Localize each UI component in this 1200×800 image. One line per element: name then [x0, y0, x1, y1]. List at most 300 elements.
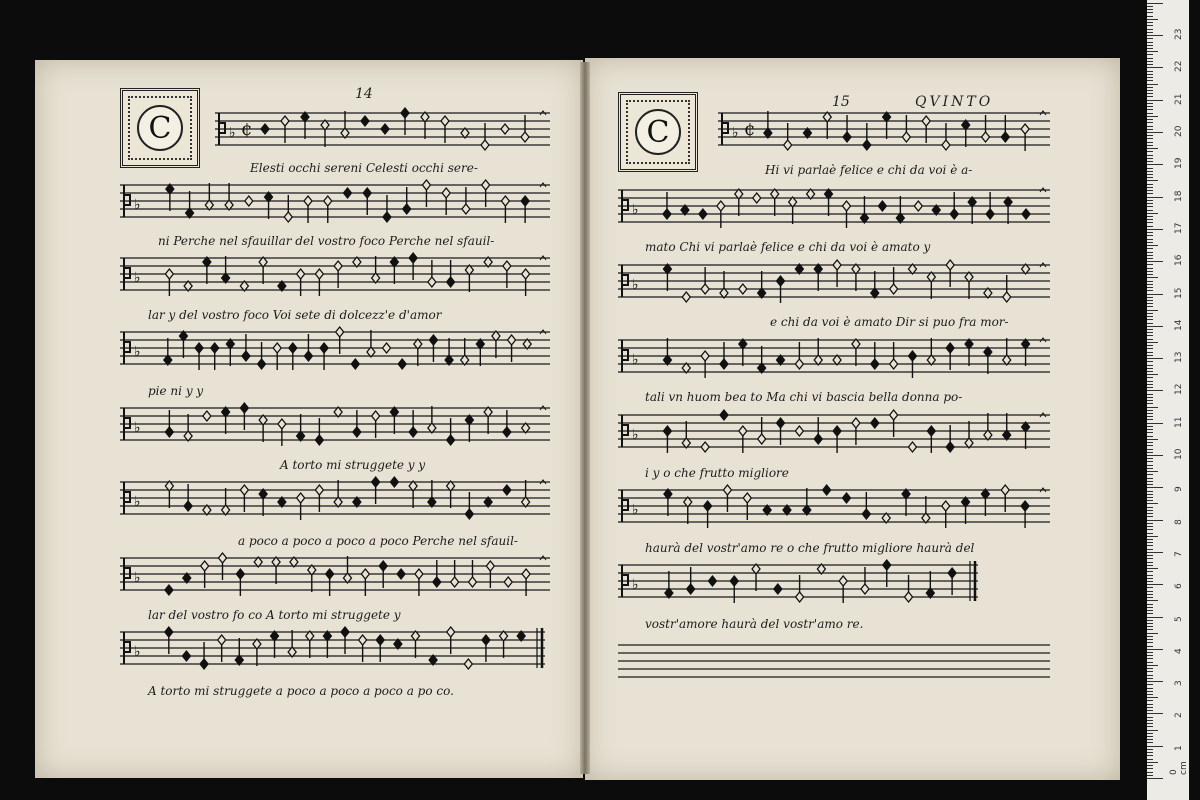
ruler-tick: [1147, 684, 1153, 685]
ruler-tick: [1147, 232, 1153, 233]
ruler-mark-label: 1: [1174, 744, 1184, 751]
ruler-tick: [1147, 342, 1158, 343]
lyric-line: A torto mi struggete a poco a poco a poco a po co.: [148, 684, 454, 698]
ruler-tick: [1147, 600, 1158, 601]
ruler-tick: [1147, 778, 1163, 779]
empty-staff: [618, 625, 1050, 697]
ruler-tick: [1147, 67, 1163, 68]
ruler-tick: [1147, 164, 1163, 165]
ruler-tick: [1147, 197, 1163, 198]
ruler-tick: [1147, 71, 1153, 72]
ruler-tick: [1147, 245, 1158, 246]
ruler-tick: [1147, 290, 1153, 291]
initial-letter-right: C: [635, 109, 681, 155]
lyric-line: vostr'amore haurà del vostr'amo re.: [645, 617, 864, 631]
ruler-tick: [1147, 491, 1153, 492]
staff: [120, 538, 550, 610]
staff: [718, 93, 1050, 165]
staff: [120, 165, 550, 237]
ruler-tick: [1147, 145, 1153, 146]
initial-letter-left: C: [137, 105, 183, 151]
ruler-tick: [1147, 332, 1153, 333]
ruler-tick: [1147, 730, 1158, 731]
ruler-tick: [1147, 607, 1153, 608]
lyric-line: tali vn huom bea to Ma chi vi bascia bella donna po-: [645, 390, 963, 404]
ruler-tick: [1147, 239, 1153, 240]
ruler-tick: [1147, 58, 1153, 59]
ruler-tick: [1147, 604, 1153, 605]
ruler-tick: [1147, 229, 1163, 230]
ruler-tick: [1147, 468, 1153, 469]
ruler-tick: [1147, 649, 1163, 650]
ruler-tick: [1147, 19, 1158, 20]
ruler-tick: [1147, 407, 1158, 408]
ruler-tick: [1147, 652, 1153, 653]
ruler-tick: [1147, 726, 1153, 727]
staff: [618, 545, 978, 617]
ruler-tick: [1147, 335, 1153, 336]
ruler-tick: [1147, 581, 1153, 582]
ruler-tick: [1147, 671, 1153, 672]
ruler-tick: [1147, 22, 1153, 23]
ruler-tick: [1147, 248, 1153, 249]
ruler-tick: [1147, 555, 1153, 556]
ruler-mark-label: 9: [1174, 486, 1184, 493]
ruler-tick: [1147, 129, 1153, 130]
staff: [120, 388, 550, 460]
ruler-tick: [1147, 710, 1153, 711]
ruler-tick: [1147, 765, 1153, 766]
ruler-mark-label: 4: [1174, 648, 1184, 654]
lyric-line: Hi vi parlaè felice e chi da voi è a-: [765, 163, 973, 177]
ruler-tick: [1147, 455, 1163, 456]
staff: [120, 462, 550, 534]
ruler-tick: [1147, 759, 1153, 760]
ruler-tick: [1147, 355, 1153, 356]
ruler-tick: [1147, 520, 1163, 521]
svg-text:♭: ♭: [732, 125, 739, 141]
ruler-tick: [1147, 80, 1153, 81]
ruler-tick: [1147, 626, 1153, 627]
ruler-tick: [1147, 16, 1153, 17]
ruler-mark-label: 16: [1174, 254, 1184, 267]
svg-text:♭: ♭: [632, 352, 639, 368]
ruler-tick: [1147, 432, 1153, 433]
ruler-tick: [1147, 158, 1153, 159]
staff: [120, 612, 545, 684]
ruler-mark-label: 20: [1174, 125, 1184, 137]
ruler-tick: [1147, 542, 1153, 543]
ruler-tick: [1147, 54, 1153, 55]
ruler-mark-label: 7: [1174, 551, 1184, 557]
ruler-tick: [1147, 633, 1158, 634]
ruler-tick: [1147, 536, 1158, 537]
ruler-tick: [1147, 768, 1153, 769]
ruler-tick: [1147, 100, 1163, 101]
ruler-tick: [1147, 394, 1153, 395]
page-number-right: 15: [832, 94, 850, 110]
ruler-tick: [1147, 410, 1153, 411]
ruler-tick: [1147, 294, 1163, 295]
ruler-tick: [1147, 507, 1153, 508]
ruler-tick: [1147, 655, 1153, 656]
ruler-tick: [1147, 35, 1163, 36]
ruler-tick: [1147, 106, 1153, 107]
ruler-tick: [1147, 387, 1153, 388]
ruler-tick: [1147, 523, 1153, 524]
ruler-tick: [1147, 3, 1163, 4]
ruler-tick: [1147, 597, 1153, 598]
ruler-tick: [1147, 449, 1153, 450]
ruler-tick: [1147, 126, 1153, 127]
ruler-tick: [1147, 352, 1153, 353]
ruler-tick: [1147, 497, 1153, 498]
ruler-tick: [1147, 610, 1153, 611]
svg-text:♭: ♭: [134, 197, 141, 213]
ruler-tick: [1147, 90, 1153, 91]
ruler-tick: [1147, 77, 1153, 78]
ruler-tick: [1147, 720, 1153, 721]
ruler-tick: [1147, 575, 1153, 576]
ruler-mark-label: 23: [1174, 28, 1184, 41]
staff: [618, 470, 1050, 542]
ruler-tick: [1147, 749, 1153, 750]
ruler-tick: [1147, 704, 1153, 705]
ruler-tick: [1147, 691, 1153, 692]
ruler-tick: [1147, 203, 1153, 204]
ruler-tick: [1147, 503, 1158, 504]
ruler-tick: [1147, 51, 1158, 52]
ruler-tick: [1147, 213, 1158, 214]
ruler-tick: [1147, 252, 1153, 253]
ruler-tick: [1147, 284, 1153, 285]
ruler-tick: [1147, 510, 1153, 511]
ruler-tick: [1147, 752, 1153, 753]
ruler-tick: [1147, 235, 1153, 236]
lyric-line: Elesti occhi sereni Celesti occhi sere-: [250, 161, 478, 175]
svg-text:♭: ♭: [632, 502, 639, 518]
ruler-tick: [1147, 458, 1153, 459]
ruler-tick: [1147, 64, 1153, 65]
ruler-tick: [1147, 103, 1153, 104]
ruler-tick: [1147, 25, 1153, 26]
ruler-tick: [1147, 746, 1163, 747]
ruler-tick: [1147, 494, 1153, 495]
ruler-tick: [1147, 242, 1153, 243]
lyric-line: i y o che frutto migliore: [645, 466, 789, 480]
ruler-tick: [1147, 287, 1153, 288]
ruler-tick: [1147, 222, 1153, 223]
ruler-tick: [1147, 636, 1153, 637]
ruler-tick: [1147, 739, 1153, 740]
ruler-mark-label: 8: [1174, 518, 1184, 525]
ruler-tick: [1147, 316, 1153, 317]
ruler-tick: [1147, 177, 1153, 178]
ruler-tick: [1147, 733, 1153, 734]
ruler-tick: [1147, 397, 1153, 398]
ruler-tick: [1147, 390, 1163, 391]
book-gutter: [580, 62, 590, 774]
svg-text:♭: ♭: [229, 125, 236, 141]
ruler-tick: [1147, 629, 1153, 630]
decorated-initial-right: [618, 92, 698, 172]
svg-text:♭: ♭: [134, 420, 141, 436]
ruler-tick: [1147, 516, 1153, 517]
svg-text:♭: ♭: [632, 427, 639, 443]
ruler-tick: [1147, 274, 1153, 275]
ruler-tick: [1147, 416, 1153, 417]
ruler-tick: [1147, 361, 1153, 362]
ruler-tick: [1147, 539, 1153, 540]
ruler-tick: [1147, 190, 1153, 191]
ruler-tick: [1147, 403, 1153, 404]
ruler-tick: [1147, 310, 1158, 311]
svg-text:♭: ♭: [632, 202, 639, 218]
ruler-mark-label: 3: [1174, 680, 1184, 687]
ruler-tick: [1147, 400, 1153, 401]
ruler-tick: [1147, 313, 1153, 314]
ruler-tick: [1147, 439, 1158, 440]
ruler-mark-label: 5: [1174, 615, 1184, 622]
ruler-tick: [1147, 74, 1153, 75]
ruler-tick: [1147, 423, 1163, 424]
ruler-tick: [1147, 642, 1153, 643]
ruler-tick: [1147, 148, 1158, 149]
ruler-tick: [1147, 138, 1153, 139]
ruler-mark-label: 15: [1174, 287, 1184, 299]
ruler-tick: [1147, 681, 1163, 682]
ruler-tick: [1147, 6, 1153, 7]
ruler-tick: [1147, 620, 1153, 621]
ruler-tick: [1147, 193, 1153, 194]
ruler-tick: [1147, 623, 1153, 624]
ruler-tick: [1147, 268, 1153, 269]
ruler-mark-label: 18: [1174, 190, 1184, 202]
staff: [618, 395, 1050, 467]
ruler-tick: [1147, 665, 1158, 666]
ruler-tick: [1147, 700, 1153, 701]
ruler-tick: [1147, 736, 1153, 737]
ruler-tick: [1147, 319, 1153, 320]
ruler-tick: [1147, 116, 1158, 117]
svg-text:♭: ♭: [134, 644, 141, 660]
ruler-tick: [1147, 594, 1153, 595]
ruler-tick: [1147, 38, 1153, 39]
ruler-tick: [1147, 187, 1153, 188]
lyric-line: e chi da voi è amato Dir si puo fra mor-: [770, 315, 1009, 329]
ruler-tick: [1147, 533, 1153, 534]
ruler-tick: [1147, 155, 1153, 156]
ruler-mark-label: 21: [1174, 93, 1184, 105]
ruler-tick: [1147, 500, 1153, 501]
ruler-tick: [1147, 513, 1153, 514]
staff: [120, 238, 550, 310]
ruler-tick: [1147, 180, 1158, 181]
ruler-tick: [1147, 658, 1153, 659]
ruler-tick: [1147, 226, 1153, 227]
staff: [618, 320, 1050, 392]
ruler-tick: [1147, 584, 1163, 585]
ruler-tick: [1147, 678, 1153, 679]
ruler-tick: [1147, 142, 1153, 143]
ruler-tick: [1147, 591, 1153, 592]
ruler-tick: [1147, 216, 1153, 217]
ruler-tick: [1147, 697, 1158, 698]
ruler-tick: [1147, 717, 1153, 718]
ruler-tick: [1147, 345, 1153, 346]
ruler-tick: [1147, 639, 1153, 640]
ruler-tick: [1147, 171, 1153, 172]
ruler-mark-label: 10: [1174, 448, 1184, 460]
ruler-tick: [1147, 384, 1153, 385]
ruler-tick: [1147, 484, 1153, 485]
ruler-tick: [1147, 755, 1153, 756]
ruler-tick: [1147, 109, 1153, 110]
ruler-tick: [1147, 377, 1153, 378]
ruler-tick: [1147, 713, 1163, 714]
ruler-tick: [1147, 303, 1153, 304]
ruler-tick: [1147, 255, 1153, 256]
lyric-line: A torto mi struggete y y: [280, 458, 426, 472]
ruler-tick: [1147, 646, 1153, 647]
staff: [120, 312, 550, 384]
staff: [215, 93, 550, 165]
measurement-ruler: [1147, 0, 1189, 800]
ruler-tick: [1147, 368, 1153, 369]
ruler-tick: [1147, 93, 1153, 94]
ruler-tick: [1147, 723, 1153, 724]
ruler-tick: [1147, 87, 1153, 88]
ruler-tick: [1147, 48, 1153, 49]
ruler-tick: [1147, 297, 1153, 298]
ruler-mark-label: 11: [1174, 416, 1184, 428]
lyric-line: pie ni y y: [148, 384, 204, 398]
ruler-tick: [1147, 549, 1153, 550]
ruler-tick: [1147, 568, 1158, 569]
ruler-tick: [1147, 84, 1158, 85]
ruler-tick: [1147, 306, 1153, 307]
ruler-mark-label: 12: [1174, 383, 1184, 396]
ruler-tick: [1147, 413, 1153, 414]
ruler-tick: [1147, 772, 1153, 773]
ruler-tick: [1147, 161, 1153, 162]
ruler-tick: [1147, 42, 1153, 43]
ruler-tick: [1147, 481, 1153, 482]
ruler-tick: [1147, 45, 1153, 46]
page-number-left: 14: [355, 86, 373, 102]
ruler-tick: [1147, 374, 1158, 375]
ruler-tick: [1147, 529, 1153, 530]
ruler-tick: [1147, 471, 1158, 472]
ruler-tick: [1147, 478, 1153, 479]
ruler-tick: [1147, 277, 1158, 278]
ruler-tick: [1147, 151, 1153, 152]
ruler-tick: [1147, 261, 1163, 262]
ruler-tick: [1147, 578, 1153, 579]
svg-text:¢: ¢: [744, 119, 756, 140]
ruler-tick: [1147, 326, 1163, 327]
ruler-tick: [1147, 474, 1153, 475]
ruler-mark-label: 14: [1174, 319, 1184, 331]
ruler-tick: [1147, 562, 1153, 563]
svg-text:♭: ♭: [632, 277, 639, 293]
ruler-tick: [1147, 348, 1153, 349]
ruler-tick: [1147, 558, 1153, 559]
ruler-tick: [1147, 96, 1153, 97]
staff: [618, 245, 1050, 317]
ruler-tick: [1147, 113, 1153, 114]
ruler-mark-label: 13: [1174, 351, 1184, 364]
ruler-tick: [1147, 436, 1153, 437]
ruler-tick: [1147, 122, 1153, 123]
ruler-tick: [1147, 587, 1153, 588]
ruler-tick: [1147, 742, 1153, 743]
ruler-tick: [1147, 668, 1153, 669]
ruler-tick: [1147, 694, 1153, 695]
ruler-tick: [1147, 365, 1153, 366]
ruler-tick: [1147, 281, 1153, 282]
ruler-tick: [1147, 339, 1153, 340]
ruler-tick: [1147, 461, 1153, 462]
svg-text:♭: ♭: [134, 344, 141, 360]
ruler-tick: [1147, 762, 1158, 763]
ruler-tick: [1147, 358, 1163, 359]
ruler-tick: [1147, 545, 1153, 546]
lyric-line: haurà del vostr'amo re o che frutto migliore haurà del: [645, 541, 975, 555]
ruler-tick: [1147, 132, 1163, 133]
ruler-tick: [1147, 168, 1153, 169]
svg-text:♭: ♭: [134, 494, 141, 510]
ruler-tick: [1147, 371, 1153, 372]
lyric-line: mato Chi vi parlaè felice e chi da voi è amato y: [645, 240, 931, 254]
ruler-tick: [1147, 442, 1153, 443]
ruler-tick: [1147, 688, 1153, 689]
ruler-tick: [1147, 184, 1153, 185]
ruler-tick: [1147, 219, 1153, 220]
ruler-tick: [1147, 426, 1153, 427]
ruler-tick: [1147, 206, 1153, 207]
staff: [618, 170, 1050, 242]
lyric-line: ni Perche nel sfauillar del vostro foco Perche nel sfauil-: [158, 234, 495, 248]
ruler-tick: [1147, 29, 1153, 30]
ruler-tick: [1147, 300, 1153, 301]
ruler-tick: [1147, 419, 1153, 420]
lyric-line: a poco a poco a poco a poco Perche nel sfauil-: [238, 534, 518, 548]
ruler-mark-label: 22: [1174, 60, 1184, 73]
ruler-tick: [1147, 135, 1153, 136]
lyric-line: lar y del vostro foco Voi sete di dolcezz'e d'amor: [148, 308, 442, 322]
ruler-tick: [1147, 174, 1153, 175]
ruler-tick: [1147, 9, 1153, 10]
ruler-tick: [1147, 613, 1153, 614]
ruler-tick: [1147, 552, 1163, 553]
ruler-tick: [1147, 675, 1153, 676]
ruler-mark-label: 2: [1174, 712, 1184, 719]
ruler-tick: [1147, 323, 1153, 324]
ruler-tick: [1147, 445, 1153, 446]
svg-text:¢: ¢: [241, 119, 253, 140]
ruler-tick: [1147, 200, 1153, 201]
ruler-tick: [1147, 526, 1153, 527]
ruler-tick: [1147, 329, 1153, 330]
ruler-tick: [1147, 775, 1153, 776]
svg-text:♭: ♭: [134, 570, 141, 586]
ruler-unit-label: 0 cm: [1169, 761, 1189, 775]
ruler-tick: [1147, 61, 1153, 62]
decorated-initial-left: [120, 88, 200, 168]
ruler-tick: [1147, 119, 1153, 120]
ruler-tick: [1147, 271, 1153, 272]
